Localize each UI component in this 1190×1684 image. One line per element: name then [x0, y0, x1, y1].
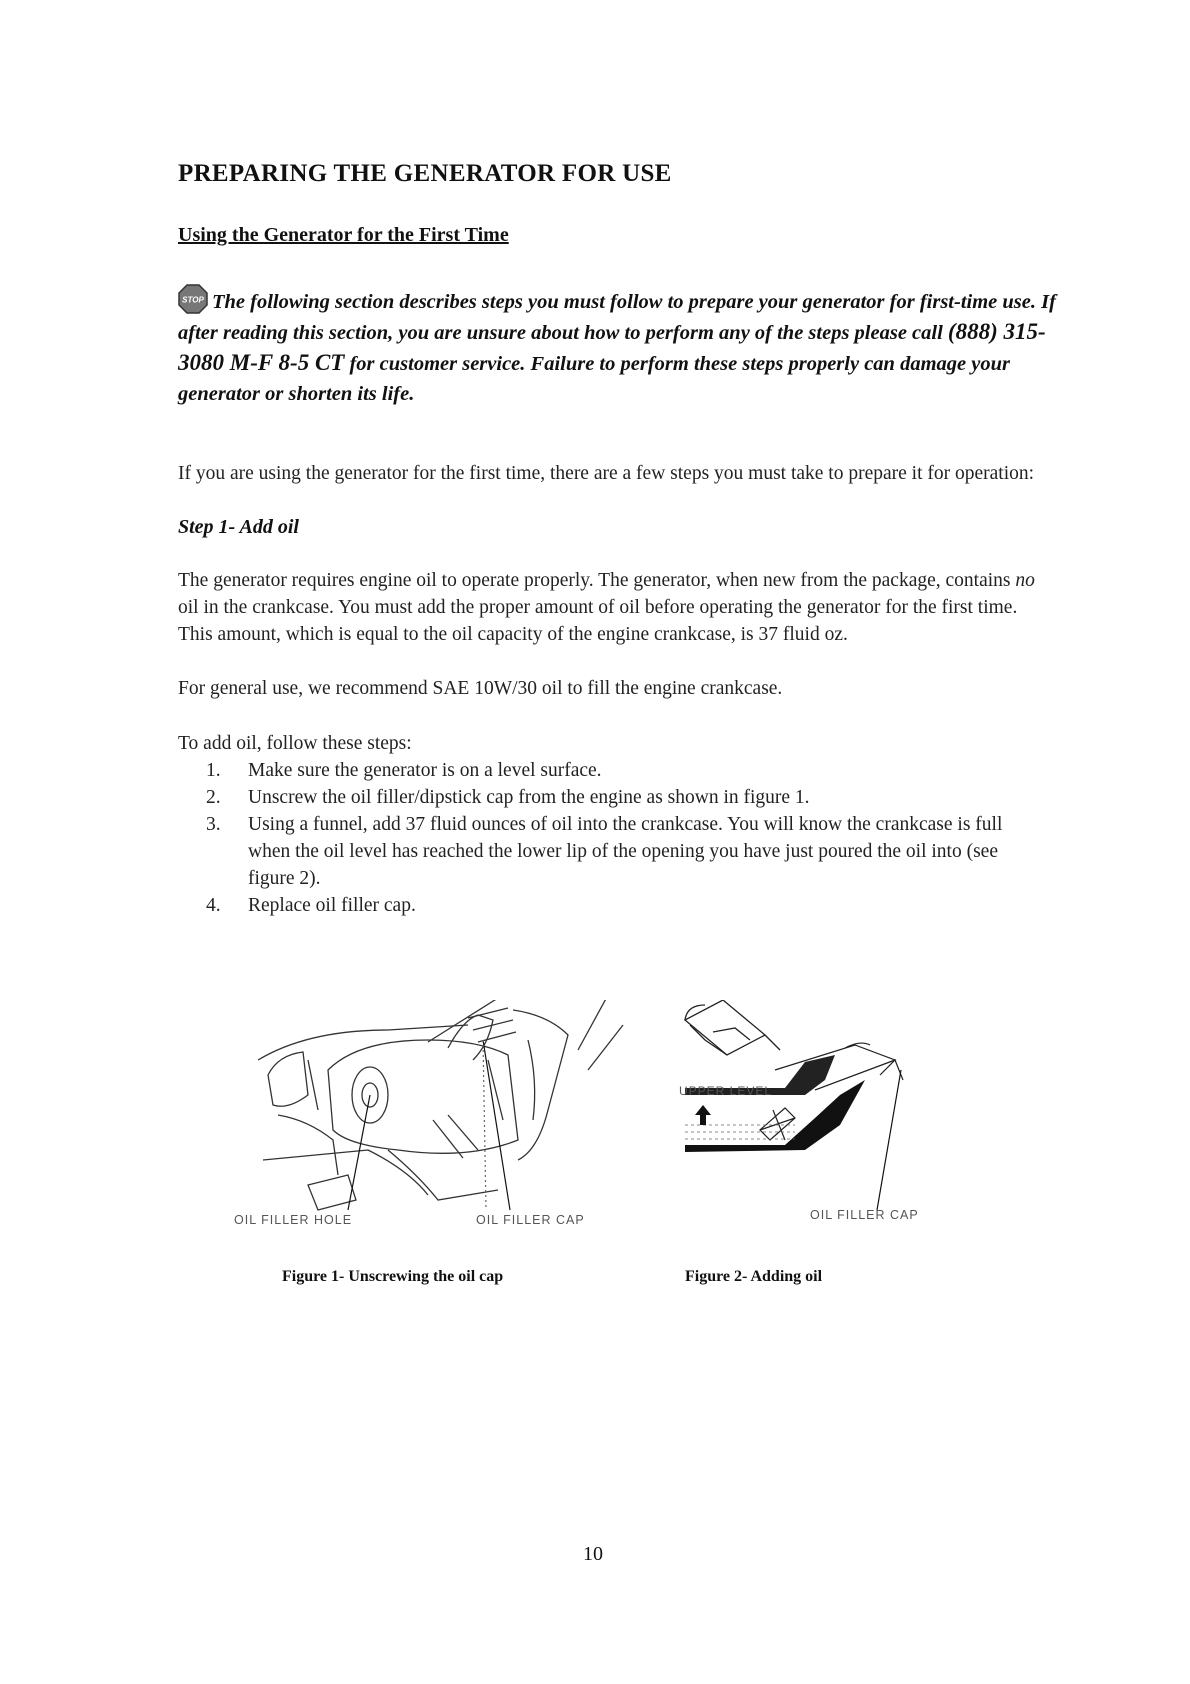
oil-recommendation: For general use, we recommend SAE 10W/30 oil to fill the engine crankcase. — [178, 678, 783, 699]
list-item — [178, 757, 1038, 784]
oil-filler-cap-label: OIL FILLER CAP — [476, 1213, 585, 1227]
para-text-b: oil in the crankcase. You must add the proper amount of oil before operating the generator for the first time. This amount, which is equal to the oil capacity of the engine crankcase, is 37 fluid oz. — [178, 597, 1018, 645]
subsection-title: Using the Generator for the First Time — [178, 224, 509, 246]
stop-icon — [178, 284, 208, 314]
list-number: 3. — [206, 814, 221, 835]
svg-text:STOP: STOP — [182, 295, 204, 305]
list-item — [178, 784, 1038, 811]
warning-text-b: for customer service. Failure to perform these steps properly can damage your generator or shorten its life. — [178, 353, 1010, 405]
warning-text-a: The following section describes steps you must follow to prepare your generator for first-time use. If after reading this section, you are unsure about how to perform any of the steps please call — [178, 291, 1056, 344]
list-text: Make sure the generator is on a level surface. — [248, 760, 602, 781]
section-title: PREPARING THE GENERATOR FOR USE — [178, 160, 672, 187]
step-1-paragraph — [178, 567, 1038, 648]
list-text: Unscrew the oil filler/dipstick cap from the engine as shown in figure 1. — [248, 787, 810, 808]
add-oil-steps — [178, 757, 1038, 919]
list-number: 2. — [206, 787, 221, 808]
oil-pouring-drawing — [665, 1000, 945, 1235]
oil-filler-cap-label: OIL FILLER CAP — [810, 1208, 919, 1222]
list-text: Using a funnel, add 37 fluid ounces of oil into the crankcase. You will know the crankcase is full when the oil level has reached the lower lip of the opening you have just poured the oil into (see figure 2). — [248, 814, 1003, 889]
list-number: 4. — [206, 895, 221, 916]
engine-drawing — [248, 1000, 628, 1235]
para-text-a: The generator requires engine oil to operate properly. The generator, when new from the package, contains — [178, 570, 1016, 591]
para-emphasis: no — [1015, 570, 1035, 591]
list-item — [178, 892, 1038, 919]
list-number: 1. — [206, 760, 221, 781]
oil-filler-hole-label: OIL FILLER HOLE — [234, 1213, 353, 1227]
list-intro: To add oil, follow these steps: — [178, 733, 412, 754]
customer-service-phone: (888) 315-3080 M-F 8-5 CT — [178, 319, 1046, 375]
page-number: 10 — [583, 1543, 603, 1565]
intro-paragraph: If you are using the generator for the first time, there are a few steps you must take to prepare it for operation: — [178, 463, 1035, 484]
figure-1-caption: Figure 1- Unscrewing the oil cap — [282, 1268, 504, 1285]
step-1-heading: Step 1- Add oil — [178, 516, 299, 538]
list-text: Replace oil filler cap. — [248, 895, 416, 916]
figure-2-caption: Figure 2- Adding oil — [685, 1268, 823, 1285]
upper-level-label: UPPER LEVEL — [679, 1084, 773, 1098]
figure-1-illustration — [234, 1000, 628, 1235]
list-item — [178, 811, 1038, 892]
figure-2-illustration — [665, 1000, 945, 1235]
warning-notice — [178, 284, 1058, 409]
